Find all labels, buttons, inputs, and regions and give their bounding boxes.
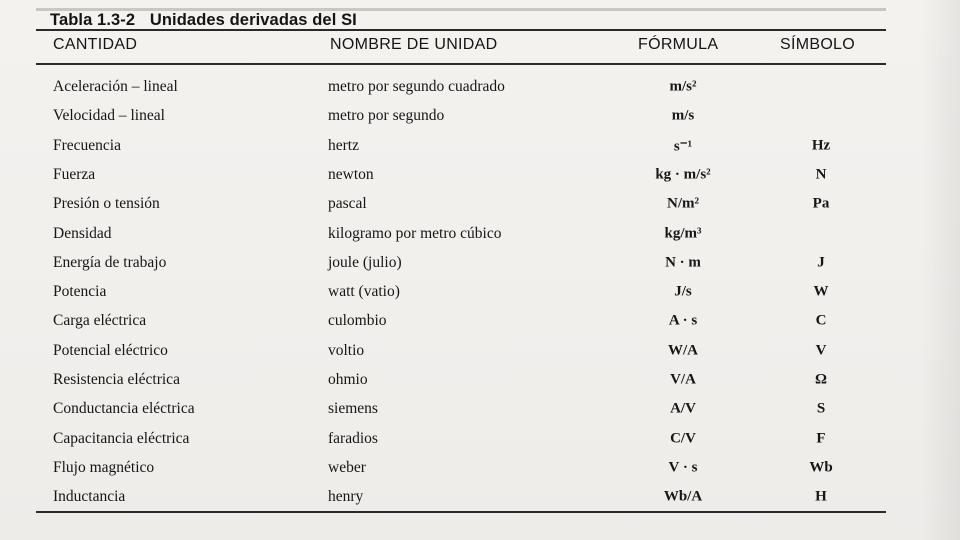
formula-cell: A · s (668, 312, 698, 329)
quantity-cell: Potencial eléctrico (53, 341, 168, 359)
unit-name-cell: pascal (328, 195, 367, 213)
formula-cell: J/s (674, 283, 692, 300)
quantity-cell: Carga eléctrica (53, 312, 147, 330)
unit-name-cell: newton (328, 165, 374, 183)
formula-cell: V/A (670, 371, 696, 388)
formula-cell: C/V (670, 430, 696, 447)
formula-cell: s⁻¹ (673, 138, 693, 155)
symbol-cell: Hz (811, 137, 831, 154)
symbol-cell: N (815, 166, 827, 183)
unit-name-cell: culombio (328, 312, 387, 330)
unit-name-cell: ohmio (328, 371, 368, 388)
formula-cell: m/s² (669, 78, 697, 95)
page-edge-shadow (920, 0, 960, 540)
header-symbol: SÍMBOLO (780, 36, 856, 53)
symbol-cell: H (815, 488, 827, 505)
symbol-cell: F (816, 430, 826, 447)
unit-name-cell: joule (julio) (328, 253, 402, 271)
formula-cell: m/s (671, 107, 695, 124)
quantity-cell: Flujo magnético (53, 458, 155, 476)
table-title: Unidades derivadas del SI (149, 11, 357, 29)
header-formula: FÓRMULA (638, 36, 719, 53)
unit-name-cell: henry (328, 488, 364, 506)
symbol-cell: C (815, 312, 827, 329)
quantity-cell: Aceleración – lineal (53, 78, 178, 95)
table-caption (50, 11, 357, 30)
unit-name-cell: weber (328, 458, 366, 476)
quantity-cell: Inductancia (53, 488, 126, 506)
unit-name-cell: hertz (328, 136, 359, 154)
symbol-cell: V (815, 342, 827, 359)
formula-cell: A/V (670, 400, 696, 417)
quantity-cell: Densidad (53, 224, 112, 242)
header-bottom-rule (36, 63, 886, 65)
unit-name-cell: faradios (328, 429, 378, 447)
header-top-rule (36, 29, 886, 31)
unit-name-cell: metro por segundo (328, 107, 445, 125)
table-number: Tabla 1.3-2 (50, 11, 136, 29)
formula-cell: N · m (665, 254, 701, 271)
quantity-cell: Fuerza (53, 165, 96, 183)
formula-cell: Wb/A (663, 488, 703, 505)
formula-cell: kg · m/s² (655, 166, 711, 183)
symbol-cell: Pa (812, 195, 830, 212)
unit-name-cell: metro por segundo cuadrado (328, 78, 505, 95)
formula-cell: V · s (668, 459, 698, 476)
header-quantity: CANTIDAD (53, 36, 138, 53)
symbol-cell: W (813, 283, 829, 300)
quantity-cell: Capacitancia eléctrica (53, 429, 190, 447)
symbol-cell: Wb (809, 459, 833, 476)
quantity-cell: Potencia (53, 283, 107, 301)
quantity-cell: Presión o tensión (53, 195, 160, 213)
formula-cell: kg/m³ (664, 225, 702, 241)
formula-cell: N/m² (667, 195, 699, 212)
quantity-cell: Resistencia eléctrica (53, 371, 180, 388)
formula-cell: W/A (668, 342, 698, 359)
quantity-cell: Frecuencia (53, 136, 121, 154)
symbol-cell: J (817, 254, 825, 271)
unit-name-cell: voltio (328, 341, 365, 359)
symbol-cell: S (816, 400, 826, 417)
header-unit-name: NOMBRE DE UNIDAD (330, 36, 498, 53)
table-bottom-rule (36, 511, 886, 513)
unit-name-cell: siemens (328, 400, 378, 418)
symbol-cell: Ω (814, 371, 828, 388)
quantity-cell: Conductancia eléctrica (53, 400, 195, 418)
quantity-cell: Velocidad – lineal (53, 107, 165, 125)
unit-name-cell: watt (vatio) (328, 283, 400, 301)
quantity-cell: Energía de trabajo (53, 253, 167, 271)
unit-name-cell: kilogramo por metro cúbico (328, 224, 502, 242)
